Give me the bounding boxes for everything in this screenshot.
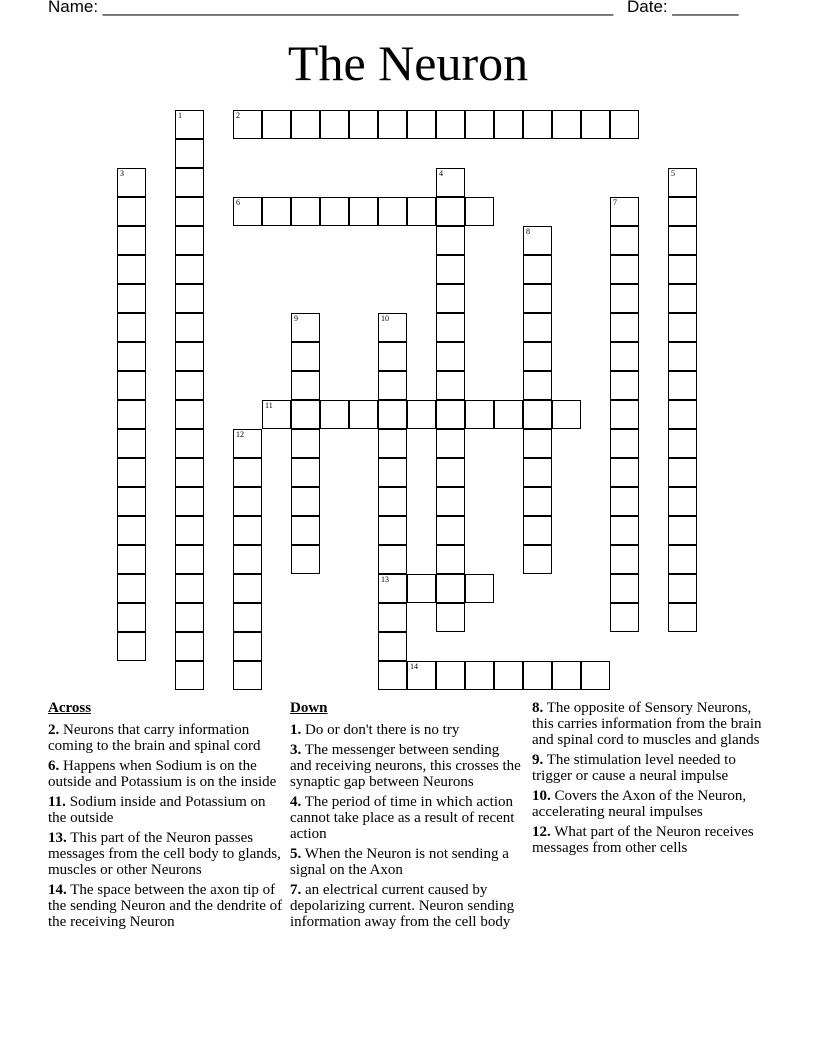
grid-cell[interactable] bbox=[610, 458, 639, 487]
grid-cell[interactable] bbox=[668, 168, 697, 197]
grid-cell[interactable] bbox=[175, 226, 204, 255]
down-clues bbox=[290, 700, 524, 934]
grid-cell[interactable] bbox=[494, 110, 523, 139]
clue-down-10: 10. Covers the Axon of the Neuron, accelerating neural impulses bbox=[532, 788, 747, 820]
grid-cell[interactable] bbox=[436, 516, 465, 545]
grid-cell[interactable] bbox=[117, 429, 146, 458]
grid-cell[interactable] bbox=[436, 429, 465, 458]
grid-cell[interactable] bbox=[175, 400, 204, 429]
clue-number: 9 bbox=[294, 314, 298, 323]
grid-cell[interactable] bbox=[378, 516, 407, 545]
grid-cell[interactable] bbox=[175, 168, 204, 197]
grid-cell[interactable] bbox=[668, 429, 697, 458]
grid-cell[interactable] bbox=[291, 487, 320, 516]
grid-cell[interactable] bbox=[668, 284, 697, 313]
grid-cell[interactable] bbox=[378, 603, 407, 632]
grid-cell[interactable] bbox=[117, 574, 146, 603]
grid-cell[interactable] bbox=[407, 197, 436, 226]
clue-down-3: 3. The messenger between sending and receiving neurons, this crosses the synaptic gap between Neurons bbox=[290, 742, 521, 790]
grid-cell[interactable] bbox=[668, 226, 697, 255]
grid-cell[interactable] bbox=[117, 313, 146, 342]
clue-number: 11 bbox=[265, 401, 273, 410]
clue-down-4: 4. The period of time in which action cannot take place as a result of recent action bbox=[290, 794, 515, 842]
grid-cell[interactable] bbox=[523, 284, 552, 313]
grid-cell[interactable] bbox=[349, 197, 378, 226]
clue-number: 7 bbox=[613, 198, 617, 207]
grid-cell[interactable] bbox=[668, 458, 697, 487]
grid-cell[interactable] bbox=[465, 661, 494, 690]
grid-cell[interactable] bbox=[233, 110, 262, 139]
grid-cell[interactable] bbox=[436, 168, 465, 197]
clue-across-6: 6. Happens when Sodium is on the outside and Potassium is on the inside bbox=[48, 758, 277, 790]
grid-cell[interactable] bbox=[668, 313, 697, 342]
grid-cell[interactable] bbox=[117, 632, 146, 661]
clue-number: 14 bbox=[410, 662, 418, 671]
grid-cell[interactable] bbox=[175, 603, 204, 632]
clue-number: 1 bbox=[178, 111, 182, 120]
grid-cell[interactable] bbox=[175, 139, 204, 168]
clue-down-8: 8. The opposite of Sensory Neurons, this carries information from the brain and spinal cord to muscles and glands bbox=[532, 700, 762, 748]
grid-cell[interactable] bbox=[291, 197, 320, 226]
grid-cell[interactable] bbox=[349, 400, 378, 429]
grid-cell[interactable] bbox=[117, 603, 146, 632]
grid-cell[interactable] bbox=[407, 574, 436, 603]
grid-cell[interactable] bbox=[233, 197, 262, 226]
grid-cell[interactable] bbox=[610, 429, 639, 458]
grid-cell[interactable] bbox=[175, 574, 204, 603]
grid-cell[interactable] bbox=[436, 110, 465, 139]
grid-cell[interactable] bbox=[523, 110, 552, 139]
grid-cell[interactable] bbox=[291, 400, 320, 429]
grid-cell[interactable] bbox=[610, 284, 639, 313]
grid-cell[interactable] bbox=[407, 110, 436, 139]
grid-cell[interactable] bbox=[175, 545, 204, 574]
grid-cell[interactable] bbox=[291, 313, 320, 342]
date-field[interactable]: Date: _______ bbox=[627, 0, 739, 16]
grid-cell[interactable] bbox=[436, 371, 465, 400]
grid-cell[interactable] bbox=[378, 632, 407, 661]
grid-cell[interactable] bbox=[233, 545, 262, 574]
grid-cell[interactable] bbox=[523, 255, 552, 284]
grid-cell[interactable] bbox=[262, 197, 291, 226]
grid-cell[interactable] bbox=[291, 516, 320, 545]
grid-cell[interactable] bbox=[465, 110, 494, 139]
grid-cell[interactable] bbox=[320, 110, 349, 139]
grid-cell[interactable] bbox=[523, 661, 552, 690]
grid-cell[interactable] bbox=[175, 313, 204, 342]
grid-cell[interactable] bbox=[610, 487, 639, 516]
grid-cell[interactable] bbox=[610, 516, 639, 545]
grid-cell[interactable] bbox=[175, 342, 204, 371]
grid-cell[interactable] bbox=[117, 342, 146, 371]
grid-cell[interactable] bbox=[552, 400, 581, 429]
grid-cell[interactable] bbox=[552, 110, 581, 139]
grid-cell[interactable] bbox=[233, 603, 262, 632]
grid-cell[interactable] bbox=[436, 255, 465, 284]
grid-cell[interactable] bbox=[610, 313, 639, 342]
grid-cell[interactable] bbox=[175, 632, 204, 661]
grid-cell[interactable] bbox=[233, 429, 262, 458]
grid-cell[interactable] bbox=[668, 603, 697, 632]
grid-cell[interactable] bbox=[378, 342, 407, 371]
grid-cell[interactable] bbox=[668, 342, 697, 371]
grid-cell[interactable] bbox=[436, 661, 465, 690]
clue-down-7: 7. an electrical current caused by depolarizing current. Neuron sending information away from the cell body bbox=[290, 882, 515, 930]
grid-cell[interactable] bbox=[378, 458, 407, 487]
grid-cell[interactable] bbox=[668, 400, 697, 429]
grid-cell[interactable] bbox=[233, 458, 262, 487]
grid-cell[interactable] bbox=[291, 371, 320, 400]
grid-cell[interactable] bbox=[117, 458, 146, 487]
grid-cell[interactable] bbox=[117, 168, 146, 197]
down-heading: Down bbox=[290, 700, 328, 716]
grid-cell[interactable] bbox=[233, 487, 262, 516]
grid-cell[interactable] bbox=[378, 661, 407, 690]
clue-across-11: 11. Sodium inside and Potassium on the outside bbox=[48, 794, 266, 826]
clue-number: 2 bbox=[236, 111, 240, 120]
grid-cell[interactable] bbox=[378, 400, 407, 429]
name-field[interactable]: Name: ______________________________________________________ bbox=[48, 0, 614, 16]
grid-cell[interactable] bbox=[320, 400, 349, 429]
page-title: The Neuron bbox=[287, 35, 529, 91]
grid-cell[interactable] bbox=[610, 197, 639, 226]
grid-cell[interactable] bbox=[175, 371, 204, 400]
across-clues bbox=[48, 700, 284, 934]
clue-across-14: 14. The space between the axon tip of the sending Neuron and the dendrite of the receiving Neuron bbox=[48, 882, 283, 930]
grid-cell[interactable] bbox=[436, 197, 465, 226]
grid-cell[interactable] bbox=[610, 255, 639, 284]
grid-cell[interactable] bbox=[610, 110, 639, 139]
clue-number: 8 bbox=[526, 227, 530, 236]
grid-cell[interactable] bbox=[175, 429, 204, 458]
grid-cell[interactable] bbox=[117, 545, 146, 574]
grid-cell[interactable] bbox=[465, 400, 494, 429]
grid-cell[interactable] bbox=[523, 342, 552, 371]
grid-cell[interactable] bbox=[117, 516, 146, 545]
grid-cell[interactable] bbox=[407, 661, 436, 690]
grid-cell[interactable] bbox=[465, 574, 494, 603]
grid-cell[interactable] bbox=[233, 516, 262, 545]
grid-cell[interactable] bbox=[436, 487, 465, 516]
grid-cell[interactable] bbox=[436, 458, 465, 487]
grid-cell[interactable] bbox=[291, 342, 320, 371]
grid-cell[interactable] bbox=[523, 371, 552, 400]
grid-cell[interactable] bbox=[610, 342, 639, 371]
grid-cell[interactable] bbox=[523, 487, 552, 516]
clue-down-9: 9. The stimulation level needed to trigger or cause a neural impulse bbox=[532, 752, 736, 784]
clue-across-2: 2. Neurons that carry information coming to the brain and spinal cord bbox=[48, 722, 261, 754]
clue-number: 4 bbox=[439, 169, 443, 178]
grid-cell[interactable] bbox=[610, 574, 639, 603]
clue-across-13: 13. This part of the Neuron passes messages from the cell body to glands, muscles or other Neurons bbox=[48, 830, 281, 878]
grid-cell[interactable] bbox=[668, 516, 697, 545]
grid-cell[interactable] bbox=[668, 197, 697, 226]
grid-cell[interactable] bbox=[175, 255, 204, 284]
grid-cell[interactable] bbox=[291, 458, 320, 487]
grid-cell[interactable] bbox=[291, 429, 320, 458]
clue-number: 3 bbox=[120, 169, 124, 178]
grid-cell[interactable] bbox=[523, 458, 552, 487]
grid-cell[interactable] bbox=[291, 545, 320, 574]
grid-cell[interactable] bbox=[262, 400, 291, 429]
clue-number: 13 bbox=[381, 575, 389, 584]
grid-cell[interactable] bbox=[436, 313, 465, 342]
grid-cell[interactable] bbox=[465, 197, 494, 226]
grid-cell[interactable] bbox=[523, 429, 552, 458]
grid-cell[interactable] bbox=[175, 661, 204, 690]
grid-cell[interactable] bbox=[581, 661, 610, 690]
clue-down-12: 12. What part of the Neuron receives messages from other cells bbox=[532, 824, 754, 856]
grid-cell[interactable] bbox=[175, 110, 204, 139]
grid-cell[interactable] bbox=[436, 284, 465, 313]
grid-cell[interactable] bbox=[407, 400, 436, 429]
grid-cell[interactable] bbox=[233, 661, 262, 690]
grid-cell[interactable] bbox=[436, 545, 465, 574]
grid-cell[interactable] bbox=[291, 110, 320, 139]
grid-cell[interactable] bbox=[320, 197, 349, 226]
grid-cell[interactable] bbox=[117, 400, 146, 429]
grid-cell[interactable] bbox=[523, 516, 552, 545]
grid-cell[interactable] bbox=[378, 487, 407, 516]
grid-cell[interactable] bbox=[610, 226, 639, 255]
grid-cell[interactable] bbox=[175, 487, 204, 516]
grid-cell[interactable] bbox=[668, 371, 697, 400]
grid-cell[interactable] bbox=[523, 545, 552, 574]
clue-number: 5 bbox=[671, 169, 675, 178]
clue-number: 6 bbox=[236, 198, 240, 207]
grid-cell[interactable] bbox=[668, 574, 697, 603]
grid-cell[interactable] bbox=[523, 313, 552, 342]
across-heading: Across bbox=[48, 700, 92, 716]
grid-cell[interactable] bbox=[378, 371, 407, 400]
grid-cell[interactable] bbox=[117, 284, 146, 313]
grid-cell[interactable] bbox=[117, 197, 146, 226]
grid-cell[interactable] bbox=[581, 110, 610, 139]
grid-cell[interactable] bbox=[117, 255, 146, 284]
grid-cell[interactable] bbox=[117, 371, 146, 400]
grid-cell[interactable] bbox=[175, 516, 204, 545]
grid-cell[interactable] bbox=[610, 603, 639, 632]
clue-number: 12 bbox=[236, 430, 244, 439]
grid-cell[interactable] bbox=[494, 400, 523, 429]
grid-cell[interactable] bbox=[610, 371, 639, 400]
grid-cell[interactable] bbox=[494, 661, 523, 690]
clue-down-1: 1. Do or don't there is no try bbox=[290, 722, 460, 738]
grid-cell[interactable] bbox=[436, 574, 465, 603]
down-clues-continued bbox=[532, 700, 768, 860]
grid-cell[interactable] bbox=[175, 284, 204, 313]
grid-cell[interactable] bbox=[117, 226, 146, 255]
grid-cell[interactable] bbox=[378, 429, 407, 458]
grid-cell[interactable] bbox=[175, 458, 204, 487]
grid-cell[interactable] bbox=[610, 400, 639, 429]
grid-cell[interactable] bbox=[378, 110, 407, 139]
grid-cell[interactable] bbox=[378, 574, 407, 603]
grid-cell[interactable] bbox=[117, 487, 146, 516]
grid-cell[interactable] bbox=[668, 255, 697, 284]
grid-cell[interactable] bbox=[523, 226, 552, 255]
grid-cell[interactable] bbox=[436, 226, 465, 255]
grid-cell[interactable] bbox=[233, 574, 262, 603]
grid-cell[interactable] bbox=[610, 545, 639, 574]
grid-cell[interactable] bbox=[175, 197, 204, 226]
grid-cell[interactable] bbox=[552, 661, 581, 690]
clue-down-5: 5. When the Neuron is not sending a signal on the Axon bbox=[290, 846, 509, 878]
grid-cell[interactable] bbox=[378, 545, 407, 574]
grid-cell[interactable] bbox=[436, 342, 465, 371]
clue-number: 10 bbox=[381, 314, 389, 323]
grid-cell[interactable] bbox=[378, 197, 407, 226]
grid-cell[interactable] bbox=[233, 632, 262, 661]
grid-cell[interactable] bbox=[436, 603, 465, 632]
grid-cell[interactable] bbox=[436, 400, 465, 429]
grid-cell[interactable] bbox=[262, 110, 291, 139]
grid-cell[interactable] bbox=[378, 313, 407, 342]
grid-cell[interactable] bbox=[349, 110, 378, 139]
grid-cell[interactable] bbox=[668, 487, 697, 516]
grid-cell[interactable] bbox=[523, 400, 552, 429]
grid-cell[interactable] bbox=[668, 545, 697, 574]
